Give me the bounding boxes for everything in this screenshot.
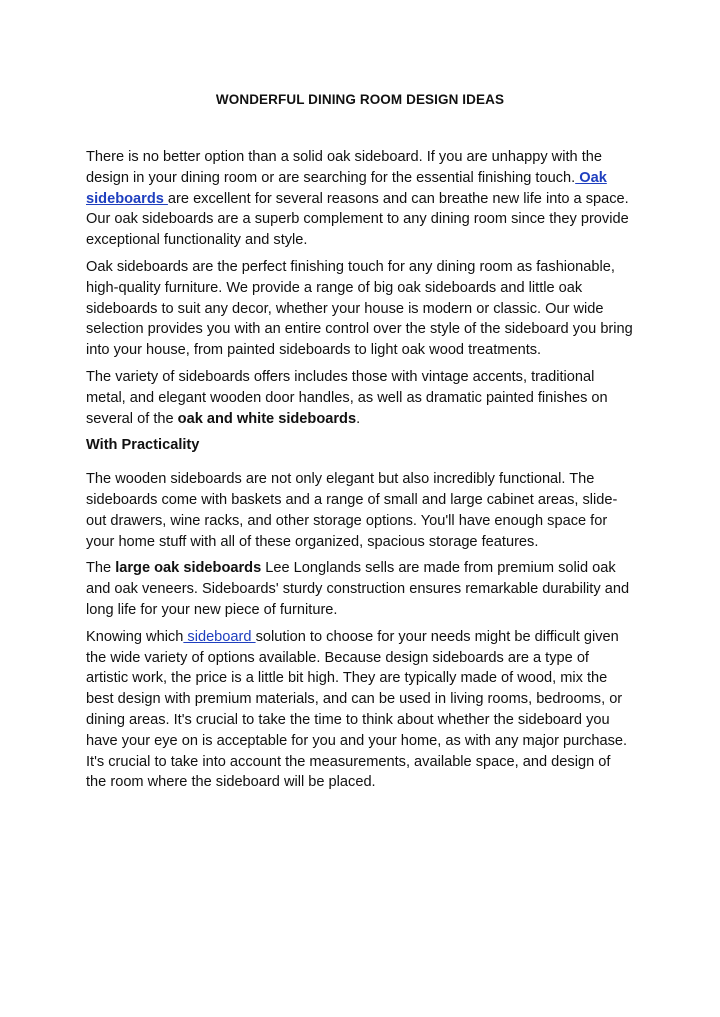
paragraph-text: The xyxy=(86,560,116,577)
paragraph-choosing xyxy=(86,627,634,793)
paragraph-intro xyxy=(86,147,634,251)
paragraph-text: The variety of sideboards offers includes those with vintage accents, traditional metal, and elegant wooden door handles, as well as dramatic painted finishes on several of the xyxy=(86,368,608,427)
paragraph-text: Lee Longlands sells are made from premium solid oak and oak veneers. Sideboards' sturdy construction ensures remarkable durability and long life for your new piece of furniture. xyxy=(86,560,630,618)
paragraph-text: solution to choose for your needs might be difficult given the wide variety of options available. Because design sideboards are a type of artistic work, the price is a little bit high. They are typically made of wood, mix the best design with premium materials, and can be used in living rooms, bedrooms, or dining areas. It's crucial to take the time to think about whether the sideboard you have your eye on is acceptable for you and your home, as with any major purchase. It's crucial to take into account the measurements, available space, and design of the room where the sideboard will be placed. xyxy=(86,628,628,791)
sideboard-link[interactable]: sideboard xyxy=(183,628,256,645)
paragraph-text: . xyxy=(356,410,361,427)
document-page xyxy=(86,92,634,799)
oak-sideboards-link[interactable]: Oak sideboards xyxy=(86,169,607,207)
paragraph-functional: The wooden sideboards are not only elegant but also incredibly functional. The sideboards come with baskets and a range of small and large cabinet areas, slide-out drawers, wine racks, and other storage options. You'll have enough space for your home stuff with all of these organized, spacious storage features. xyxy=(86,471,618,550)
bold-phrase: large oak sideboards xyxy=(115,560,262,577)
paragraph-large-oak xyxy=(86,558,634,620)
paragraph-finishing-touch: Oak sideboards are the perfect finishing touch for any dining room as fashionable, high-quality furniture. We provide a range of big oak sideboards and little oak sideboards to suit any decor, whether your house is modern or classic. Our wide selection provides you with an entire control over the style of the sideboard you bring into your house, from painted sideboards to light oak wood treatments. xyxy=(86,258,633,359)
paragraph-text: Knowing which xyxy=(86,628,184,645)
paragraph-text: There is no better option than a solid oak sideboard. If you are unhappy with the design in your dining room or are searching for the essential finishing touch. xyxy=(86,149,602,186)
document-title: WONDERFUL DINING ROOM DESIGN IDEAS xyxy=(215,92,505,107)
paragraph-text: are excellent for several reasons and can breathe new life into a space. Our oak sideboards are a superb complement to any dining room since they provide exceptional functionality and style. xyxy=(86,190,629,249)
bold-phrase: oak and white sideboards xyxy=(177,410,357,427)
section-heading: With Practicality xyxy=(86,437,200,454)
paragraph-variety xyxy=(86,367,634,429)
